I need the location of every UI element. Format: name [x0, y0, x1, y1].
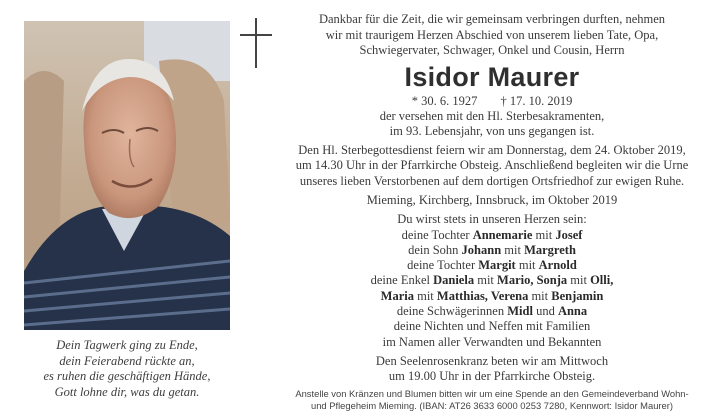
poem [24, 338, 230, 400]
family-line: Maria mit Matthias, Verena mit Benjamin [380, 288, 604, 303]
hearts-line: Du wirst stets in unseren Herzen sein: [397, 212, 587, 227]
place-date: Mieming, Kirchberg, Innsbruck, im Oktober 2019 [366, 192, 618, 207]
donation-note: Anstelle von Kränzen und Blumen bitten wir um eine Spende an den Gemeindeverband Wohn- und Pflegeheim Mieming. (IBAN: AT26 3633 6000 0253 7280, Kennwort: Isidor Maurer) [295, 387, 689, 411]
poem-line: Dein Tagwerk ging zu Ende, [56, 338, 198, 352]
notice-text-column [276, 12, 708, 412]
life-dates [276, 94, 708, 108]
family-line: deine Tochter Annemarie mit Josef [401, 227, 583, 242]
family-line: deine Schwägerinnen Midl und Anna [396, 304, 588, 319]
cross-icon [240, 18, 272, 68]
family-list [276, 212, 708, 350]
family-line: im Namen aller Verwandten und Bekannten [382, 334, 602, 349]
death-date: † 17. 10. 2019 [500, 93, 573, 108]
portrait-photo [24, 21, 230, 330]
deceased-name: Isidor Maurer [404, 61, 580, 92]
rosary-text: Den Seelenrosenkranz beten wir am Mittwoch um 19.00 Uhr in der Pfarrkirche Obsteig. [375, 353, 609, 384]
sacraments-text: der versehen mit den Hl. Sterbesakramenten, im 93. Lebensjahr, von uns gegangen ist. [379, 108, 605, 138]
family-line: deine Enkel Daniela mit Mario, Sonja mit Olli, [370, 273, 614, 288]
funeral-text: Den Hl. Sterbegottesdienst feiern wir am Donnerstag, dem 24. Oktober 2019, um 14.30 Uhr in der Pfarrkirche Obsteig. Anschließend begleiten wir die Urne unseres lieben Verstorbenen auf dem dortigen Ortsfriedhof zur ewigen Ruhe. [295, 143, 689, 188]
intro-text: Dankbar für die Zeit, die wir gemeinsam verbringen durften, nehmen wir mit traurigem Herzen Abschied von unserem lieben Tate, Opa, Schwiegervater, Schwager, Onkel und Cousin, Herrn [318, 12, 666, 57]
poem-line: es ruhen die geschäftigen Hände, [43, 369, 211, 384]
poem-line: Gott lohne dir, was du getan. [54, 384, 200, 399]
family-line: deine Tochter Margit mit Arnold [407, 258, 577, 273]
birth-date: * 30. 6. 1927 [411, 93, 478, 108]
family-line: deine Nichten und Neffen mit Familien [393, 319, 591, 334]
poem-line: dein Feierabend rückte an, [59, 353, 195, 368]
family-line: dein Sohn Johann mit Margreth [408, 242, 576, 257]
